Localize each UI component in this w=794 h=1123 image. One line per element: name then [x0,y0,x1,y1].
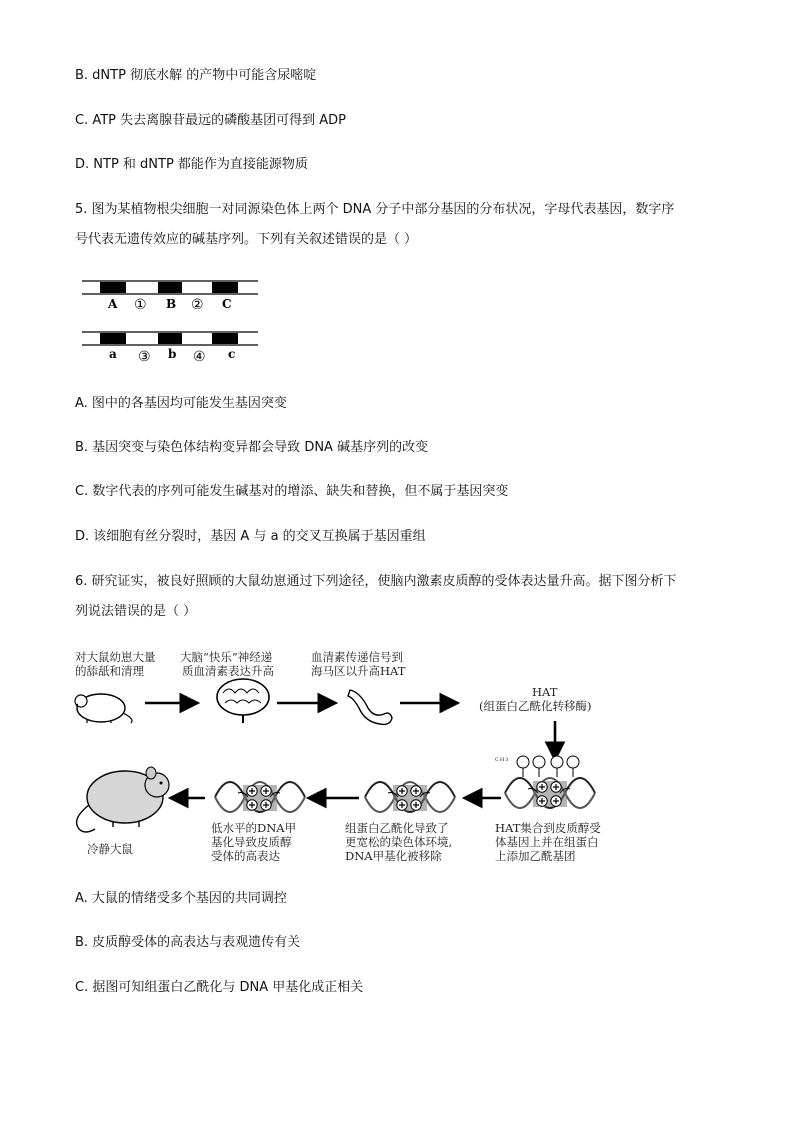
sequence-label: ① [134,297,147,313]
gene-block [158,333,182,344]
caption-low-methylation-line1: 低水平的DNA甲 [211,821,297,835]
sequence-label: ④ [193,349,206,365]
caption-hippocampus-line1: 血清素传递信号到 [311,650,403,664]
gene-label: B [166,297,177,311]
q6-option-c: C. 据图可知组蛋白乙酰化与 DNA 甲基化成正相关 [75,980,364,995]
caption-acetylation-line3: DNA甲基化被移除 [345,849,442,863]
caption-hat-binding-line3: 上添加乙酰基团 [495,849,576,863]
q5-stem-line2: 号代表无遗传效应的碱基序列。下列有关叙述错误的是（ ） [75,232,418,247]
caption-hat-binding-line1: HAT集合到皮质醇受 [495,821,601,835]
caption-licking-line2: 的舔舐和清理 [75,664,144,678]
q6-stem-line1: 6. 研究证实，被良好照顾的大鼠幼崽通过下列途径，使脑内激素皮质醇的受体表达量升高。据下图分析下 [75,574,677,589]
caption-licking-line1: 对大鼠幼崽大量 [75,650,156,664]
caption-calm-rat: 冷静大鼠 [87,842,133,856]
hippocampus-icon [348,690,392,724]
acetylated-dna-helix-icon [505,756,595,808]
caption-hippocampus-line2: 海马区以升高HAT [311,664,406,678]
brain-icon [217,679,269,723]
epigenetics-pathway-figure [65,645,625,870]
gene-label: b [168,347,177,361]
caption-hat-binding-line2: 体基因上并在组蛋白 [495,835,599,849]
q4-option-c: C. ATP 失去离腺苷最远的磷酸基团可得到 ADP [75,113,347,128]
caption-acetylation-line2: 更宽松的染色体环境, [345,835,453,849]
caption-low-methylation-line3: 受体的高表达 [211,849,280,863]
q5-stem-line1: 5. 图为某植物根尖细胞一对同源染色体上两个 DNA 分子中部分基因的分布状况，字母代表基因，数字序 [75,202,675,217]
gene-block [100,282,126,293]
expressed-dna-helix-icon [215,782,305,812]
q4-option-b: B. dNTP 彻底水解 的产物中可能含尿嘧啶 [75,68,317,83]
loosened-dna-helix-icon [365,782,455,812]
gene-label: C [222,297,232,311]
gene-block [212,282,238,293]
q6-option-a: A. 大鼠的情绪受多个基因的共同调控 [75,891,287,906]
caption-low-methylation-line2: 基化导致皮质醇 [211,835,292,849]
q6-stem-line2: 列说法错误的是（ ） [75,604,197,619]
q5-option-a: A. 图中的各基因均可能发生基因突变 [75,396,287,411]
q5-option-d: D. 该细胞有丝分裂时，基因 A 与 a 的交叉互换属于基因重组 [75,529,426,544]
caption-hat-enzyme: (组蛋白乙酰化转移酶) [479,699,592,713]
caption-acetylation-line1: 组蛋白乙酰化导致了 [345,821,449,835]
gene-block [212,333,238,344]
chromosome-dna-figure [80,278,260,370]
calm-rat-icon [77,767,169,832]
gene-label: c [228,347,236,361]
gene-label: A [108,297,118,311]
caption-serotonin-line1: 大脑“快乐”神经递 [180,650,273,664]
sequence-label: ③ [138,349,151,365]
caption-serotonin-line2: 质血清素表达升高 [182,664,274,678]
gene-block [158,282,182,293]
gene-label: a [109,347,117,361]
q5-option-c: C. 数字代表的序列可能发生碱基对的增添、缺失和替换，但不属于基因突变 [75,484,509,499]
q4-option-d: D. NTP 和 dNTP 都能作为直接能源物质 [75,157,308,172]
q5-option-b: B. 基因突变与染色体结构变异都会导致 DNA 碱基序列的改变 [75,440,429,455]
sequence-label: ② [191,297,204,313]
gene-block [100,333,126,344]
mouse-pup-icon [75,694,132,723]
caption-hat: HAT [532,685,558,699]
acetyl-tag-label: CH3 [495,757,510,763]
q6-option-b: B. 皮质醇受体的高表达与表观遗传有关 [75,935,301,950]
